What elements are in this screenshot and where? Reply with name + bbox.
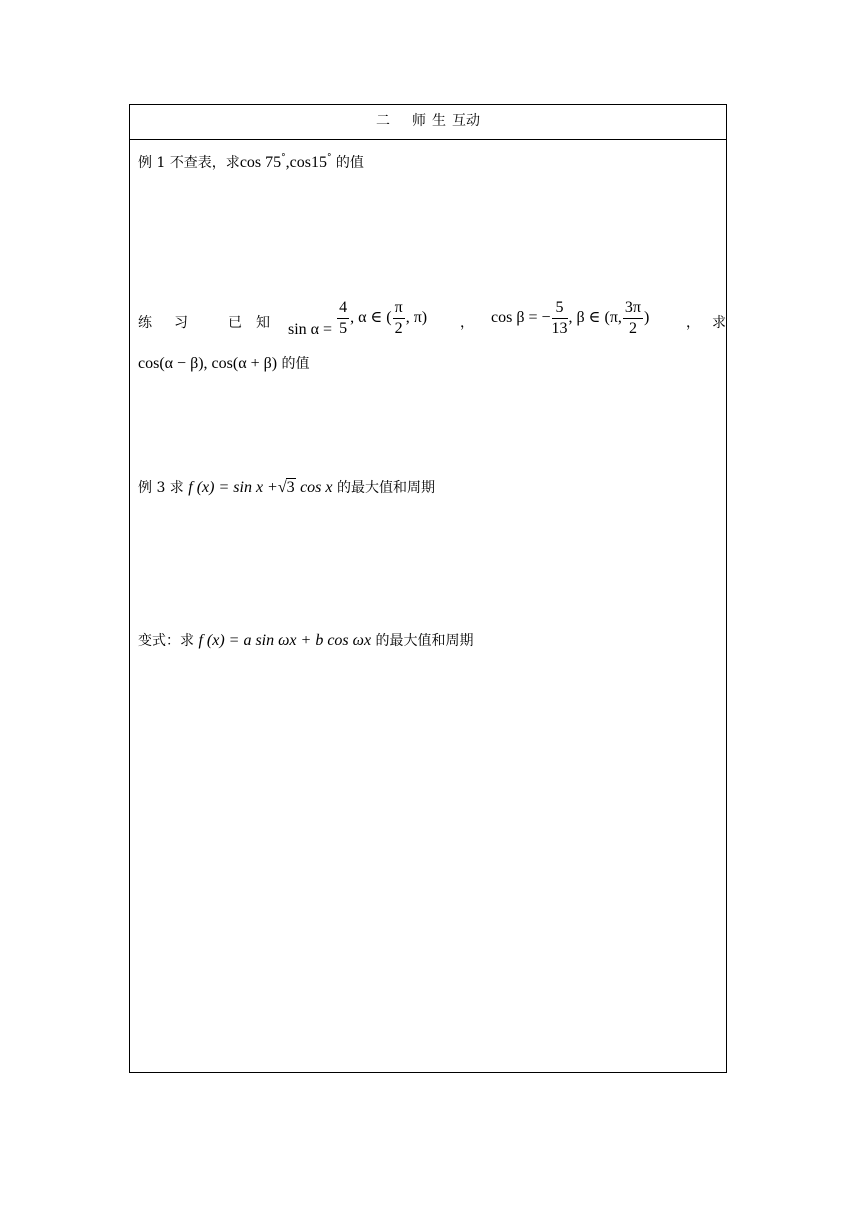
fraction-denominator: 5 <box>339 320 348 337</box>
fraction-numerator: 3π <box>623 300 643 319</box>
practice-known: 已知 <box>228 315 284 331</box>
fraction-4-5 <box>337 300 349 337</box>
title-part-2: 师 <box>412 113 426 129</box>
title-part-4: 互动 <box>452 113 480 129</box>
alpha-range-suffix: , π) <box>405 309 428 327</box>
sin-condition <box>288 300 427 337</box>
example-1-label: 例 1 <box>138 155 166 171</box>
practice-label: 练习 <box>138 315 210 331</box>
variant-problem <box>138 630 474 650</box>
content-table <box>129 104 727 1073</box>
fraction-pi-2 <box>393 300 405 337</box>
example-1-sep: , <box>285 154 290 171</box>
example-1-math-a: cos 75 <box>239 154 282 171</box>
fraction-denominator: 2 <box>394 320 403 337</box>
example-3-rest: cos x <box>300 479 333 496</box>
separator-2: ， <box>686 315 700 331</box>
example-1 <box>138 152 364 172</box>
example-1-math-b: cos15 <box>289 154 327 171</box>
practice-targets: cos(α − β), cos(α + β) <box>138 355 278 372</box>
cos-expr: cos β = − <box>491 309 551 327</box>
degree-sign: ° <box>326 153 332 163</box>
degree-sign: ° <box>281 153 286 163</box>
sin-expr: sin α = <box>288 321 333 339</box>
fraction-5-13 <box>552 300 568 337</box>
example-1-tail: 的值 <box>335 155 364 171</box>
sqrt-sign: √ <box>277 479 287 496</box>
fraction-numerator: 4 <box>337 300 349 319</box>
cos-condition <box>491 300 649 337</box>
example-3-label: 例 3 求 <box>138 480 184 496</box>
example-1-text: 不查表，求 <box>169 155 240 171</box>
section-title <box>130 110 726 130</box>
beta-range-suffix: ) <box>643 309 650 327</box>
variant-label: 变式：求 <box>138 633 194 649</box>
title-part-1: 二 <box>376 113 390 129</box>
separator-1: ， <box>460 315 474 331</box>
beta-range-prefix: , β ∈ (π, <box>568 309 622 327</box>
example-3 <box>138 477 435 497</box>
fraction-numerator: 5 <box>552 300 568 319</box>
variant-tail: 的最大值和周期 <box>375 633 474 649</box>
alpha-range-prefix: , α ∈ ( <box>350 309 392 327</box>
practice-tail: 的值 <box>281 356 310 372</box>
ask-word: 求 <box>712 315 726 331</box>
practice-line-2 <box>138 353 310 373</box>
fraction-denominator: 13 <box>551 320 568 337</box>
variant-function: f (x) = a sin ωx + b cos ωx <box>198 632 372 649</box>
practice-line-1 <box>138 299 726 350</box>
table-header <box>130 105 726 140</box>
fraction-denominator: 2 <box>628 320 637 337</box>
title-part-3: 生 <box>432 113 446 129</box>
fraction-numerator: π <box>393 300 405 319</box>
sqrt-value: 3 <box>286 479 295 496</box>
example-3-function: f (x) = sin x + <box>188 479 278 496</box>
example-3-tail: 的最大值和周期 <box>336 480 435 496</box>
fraction-3pi-2 <box>623 300 643 337</box>
